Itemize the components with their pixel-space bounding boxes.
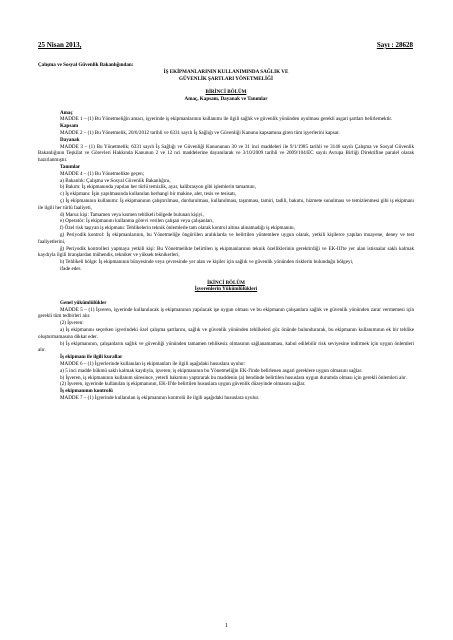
article-3: MADDE 3 – (1) Bu Yönetmelik; 6331 sayılı İş Sağlığı ve Güvenliği Kanununun 30 ve 31 inci maddeleri ile 9/1/1985 tarihli ve 3146 sayılı Çalışma ve Sosyal Güvenlik Bakanlığının Teşkilat ve Görevleri Hakkında Kanunun 2 ve 12 nci maddelerine dayanılarak ve 3/10/2009 tarihli ve 2009/104/EC sayılı Avrupa Birliği Direktifine paralel olarak hazırlanmıştır. bbox=[38, 143, 414, 164]
definition-item: f) Özel risk taşıyan iş ekipmanı: Tehlikelerin teknik önlemlerle tam olarak kontrol altına alınamadığı iş ekipmanını, bbox=[60, 225, 295, 232]
ministry-line: Çalışma ve Sosyal Güvenlik Bakanlığından: bbox=[38, 62, 134, 68]
definition-item: c) İş ekipmanı: İşin yapılmasında kullanılan herhangi bir makine, alet, tesis ve tesisatı, bbox=[60, 191, 237, 198]
chapter2-heading: İKİNCİ BÖLÜM bbox=[207, 279, 245, 286]
page-number: 1 bbox=[225, 623, 228, 629]
article-5-2a: a) İş ekipmanını seçerken işyerindeki özel çalışma şartlarını, sağlık ve güvenlik yönünden tehlikeleri göz önünde bulundurarak, bu ekipmanın kullanımının ek bir tehlike oluşturmamasına dikkat eder. bbox=[38, 327, 414, 340]
article-6-1b: b) İşveren, iş ekipmanının kullanım süresince, yeterli bakımını yaptırarak bu maddenin (a) bendinde belirtilen hususlara uygun durumda olması için gerekli önlemleri alır. bbox=[60, 374, 407, 381]
article-1: MADDE 1 – (1) Bu Yönetmeliğin amacı, işyerinde iş ekipmanlarının kullanımı ile ilgili sağlık ve güvenlik yönünden uyulması gerekli asgari şartları belirlemektir. bbox=[60, 116, 393, 123]
chapter2-subheading: İşverenlerin Yükümlülükleri bbox=[194, 286, 258, 293]
heading-amac: Amaç bbox=[60, 109, 73, 116]
article-6-1a: a) 5 inci madde hükmü saklı kalmak kaydıyla, işveren; iş ekipmanının bu Yönetmeliğin EK-I'inde belirlenen asgari gereklere uygun olmasını sağlar. bbox=[60, 367, 363, 374]
definition-item: a) Bakanlık: Çalışma ve Sosyal Güvenlik Bakanlığını, bbox=[60, 177, 171, 184]
article-2: MADDE 2 – (1) Bu Yönetmelik, 20/6/2012 tarihli ve 6331 sayılı İş Sağlığı ve Güvenliği Kanunu kapsamına giren tüm işyerlerini kapsar. bbox=[60, 129, 340, 136]
definition-closing: ifade eder. bbox=[60, 265, 82, 272]
definition-item: ğ) Periyodik kontrolleri yapmaya yetkili kişi: Bu Yönetmelikte belirtilen iş ekipmanlarının teknik özelliklerinin gerektirdiği ve EK-III'te yer alan istisnalar saklı kalmak kaydıyla ilgili branşlardan mühendis, tekniker ve yüksek teknikerleri, bbox=[38, 245, 414, 259]
article-6-2: (2) İşveren, işyerinde kullanılan iş ekipmanının, EK-II'de belirtilen hususlara uygun güvenlik düzeyinde olmasını sağlar. bbox=[60, 381, 306, 388]
heading-kontrol: İş ekipmanının kontrolü bbox=[60, 388, 113, 395]
heading-kurallar: İş ekipmanı ile ilgili kurallar bbox=[60, 354, 123, 361]
article-5-2: (2) İşveren: bbox=[60, 320, 84, 327]
article-6-1: MADDE 6 – (1) İşyerlerinde kullanılan iş ekipmanları ile ilgili aşağıdaki hususlara uyulur: bbox=[60, 361, 246, 368]
chapter1-heading: BİRİNCİ BÖLÜM bbox=[205, 89, 247, 96]
definition-item: b) Bakım: İş ekipmanında yapılan her türlü temizlik, ayar, kalibrasyon gibi işlemlerin tamamını, bbox=[60, 184, 256, 191]
definition-item: h) Tehlikeli bölge: İş ekipmanının bünyesinde veya çevresinde yer alan ve kişiler için sağlık ve güvenlik yönünden risklerin bulunduğu bölgeyi, bbox=[60, 259, 354, 266]
article-4: MADDE 4 – (1) Bu Yönetmelikte geçen; bbox=[60, 170, 145, 177]
article-5-1: MADDE 5 – (1) İşveren, işyerinde kullanılacak iş ekipmanının yapılacak işe uygun olması ve bu ekipmanın çalışanlara sağlık ve güvenlik yönünden zarar vermemesi için gerekli tüm tedbirleri alır. bbox=[38, 306, 414, 320]
article-5-2b: b) İş ekipmanının, çalışanların sağlık ve güvenliği yönünden tamamen tehlikesiz olmasının sağlanamaması, kabul edilebilir risk seviyesine indirmek için uygun önlemleri alır. bbox=[38, 340, 414, 354]
definition-item: e) Operatör: İş ekipmanını kullanma görevi verilen çalışan veya çalışanları, bbox=[60, 218, 214, 225]
definition-item: d) Maruz kişi: Tamamen veya kısmen tehlikeli bölgede bulunan kişiyi, bbox=[60, 211, 204, 218]
heading-kapsam: Kapsam bbox=[60, 123, 79, 130]
heading-genel: Genel yükümlülükler bbox=[60, 299, 107, 306]
regulation-title-1: İŞ EKİPMANLARININ KULLANIMINDA SAĞLIK VE bbox=[163, 68, 289, 75]
document-body bbox=[38, 62, 414, 402]
page-header bbox=[38, 41, 413, 51]
regulation-title-2: GÜVENLİK ŞARTLARI YÖNETMELİĞİ bbox=[179, 75, 273, 82]
gazette-issue: Sayı : 28628 bbox=[376, 41, 413, 49]
definition-item: g) Periyodik kontrol: İş ekipmanlarının, bu Yönetmeliğe öngörülen aralıklarda ve belirtilen yöntemlere uygun olarak, yetkili kişilerce yapılan muayene, deney ve test faaliyetlerini, bbox=[38, 231, 414, 245]
heading-tanimlar: Tanımlar bbox=[60, 163, 81, 170]
chapter1-subheading: Amaç, Kapsam, Dayanak ve Tanımlar bbox=[184, 95, 268, 102]
definition-item: ç) İş ekipmanının kullanımı: İş ekipmanının çalıştırılması, durdurulması, kullanılması, taşınması, tamiri, tadili, bakımı, hizmete sunulması ve temizlenmesi gibi iş ekipmanı ile ilgili her türlü faaliyeti, bbox=[38, 197, 414, 211]
heading-dayanak: Dayanak bbox=[60, 136, 80, 143]
gazette-date: 25 Nisan 2013, bbox=[38, 41, 82, 49]
article-7: MADDE 7 – (1) İşyerinde kullanılan iş ekipmanının kontrolü ile ilgili aşağıdaki hususlara uyulur. bbox=[60, 395, 260, 402]
